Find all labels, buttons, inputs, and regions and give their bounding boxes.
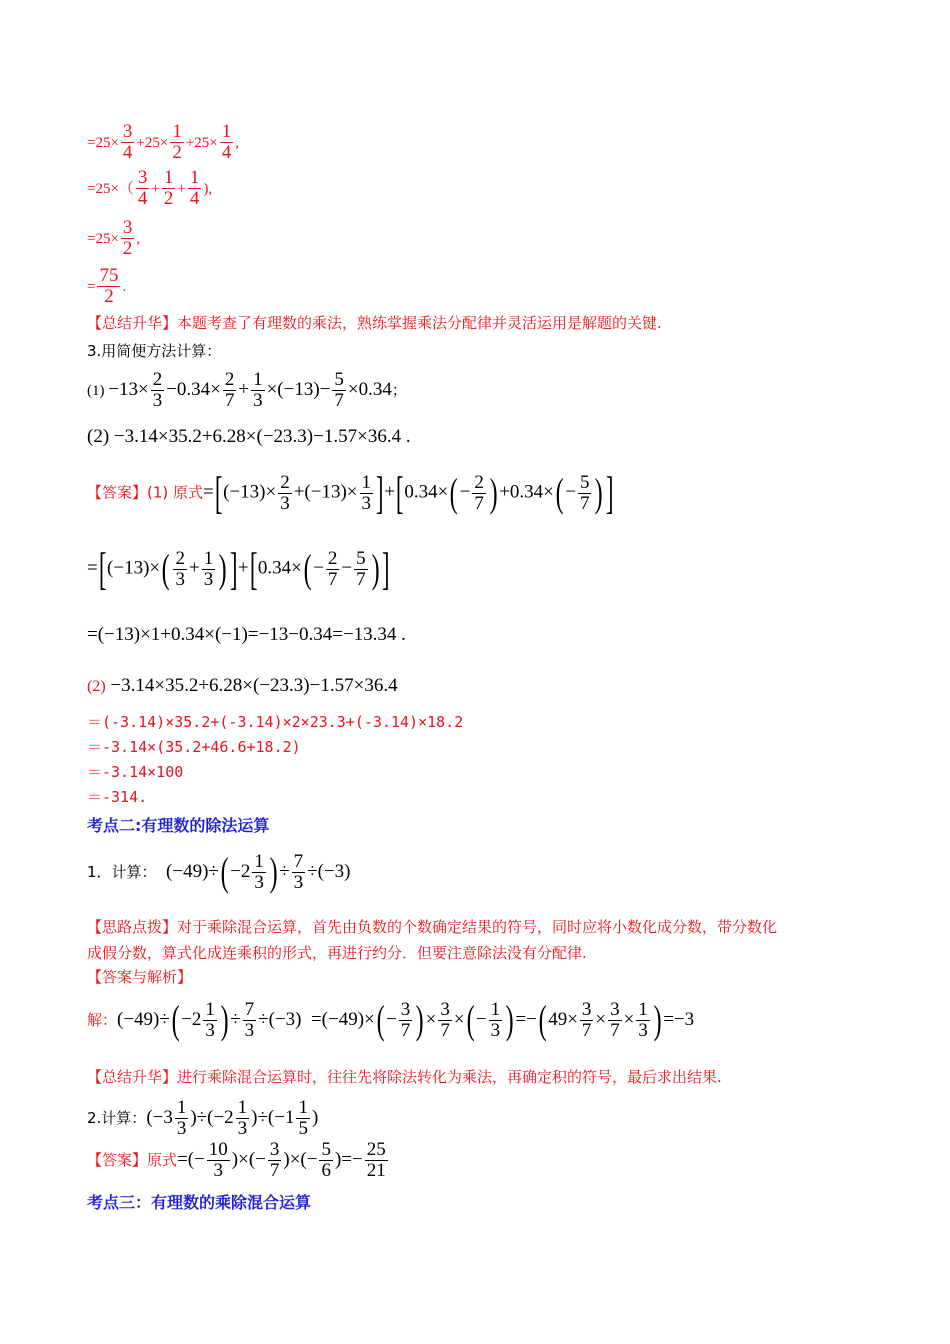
answer-part-2-label: (2): [87, 678, 106, 695]
answer-part-2-step-3: ＝-3.14×100: [87, 763, 184, 781]
answer-part-2-step-1: ＝(-3.14)×35.2+(-3.14)×2×23.3+(-3.14)×18.2: [87, 713, 464, 731]
q3-title: 3.用简便方法计算：: [87, 342, 222, 360]
division-q1-label: 1．计算：: [87, 862, 157, 881]
hint-tag: 【思路点拨】: [87, 918, 178, 936]
line-3: =25× $\frac{3}{2}$ ,: [87, 217, 141, 259]
line-4: = $\frac{75}{2}$ .: [87, 265, 127, 307]
answer-tag: 【答案】: [87, 483, 148, 502]
answer-step-1: 【答案】(1) 原式=[(−13)× $\frac{2}{3}$ +(−13)× $\frac{1}{3}$ ]+[0.34×(− $\frac{2}{7}$ )+0.34×(− $\frac{5}{7}$ )]: [87, 467, 614, 518]
answer-3-prefix: 原式: [147, 1150, 178, 1169]
solution-line: 解：(−49)÷(−2 $\frac{1}{3}$ )÷ $\frac{7}{3}$ ÷(−3) =(−49)×(− $\frac{3}{7}$ )× $\frac{3}{7}$ ×(− $\frac{1}{3}$ )=−(49× $\frac{3}{7}$ × $\frac{3}{7}$ × $\frac{1}{3}$ )=−3: [87, 997, 695, 1043]
hint-line-1: [87, 920, 777, 935]
answer-analysis-tag: 【答案与解析】: [87, 968, 193, 986]
line-2: =25×（ $\frac{3}{4}$ + $\frac{1}{2}$ + $\frac{1}{4}$ ),: [87, 167, 213, 209]
answer-part-2-step-2: ＝-3.14×(35.2+46.6+18.2): [87, 738, 301, 756]
division-q2: 2.计算：(−3 $\frac{1}{3}$ )÷(−2 $\frac{1}{3}$ )÷(−1 $\frac{1}{5}$ ): [87, 1097, 319, 1139]
answer-3-tag: 【答案】: [87, 1150, 148, 1169]
answer-part-2-step-4: ＝-314.: [87, 788, 148, 806]
q3-part-2: (2) −3.14×35.2+6.28×(−23.3)−1.57×36.4 .: [87, 426, 411, 447]
division-q2-answer: 【答案】原式=(− $\frac{10}{3}$ )×(− $\frac{3}{7}$ )×(− $\frac{5}{6}$ )=− $\frac{25}{21}$: [87, 1139, 386, 1181]
summary-1-tag: 【总结升华】: [87, 314, 178, 332]
answer-part1-prefix: (1) 原式: [147, 483, 204, 502]
summary-1-text: 本题考查了有理数的乘法，熟练掌握乘法分配律并灵活运用是解题的关键.: [177, 314, 662, 332]
q3-part-1: (1) −13× $\frac{2}{3}$ −0.34× $\frac{2}{7}$ + $\frac{1}{3}$ ×(−13)− $\frac{5}{7}$ ×0.34；: [87, 369, 407, 411]
line-1: =25× $\frac{3}{4}$ +25× $\frac{1}{2}$ +25× $\frac{1}{4}$ ,: [87, 121, 240, 163]
answer-part-2-expression: −3.14×35.2+6.28×(−23.3)−1.57×36.4: [110, 675, 398, 696]
solution-label: 解：: [87, 1010, 118, 1029]
division-q2-label: 2.计算：: [87, 1108, 147, 1127]
hint-line-2: 成假分数，算式化成连乘积的形式，再进行约分．但要注意除法没有分配律.: [87, 944, 587, 962]
answer-step-3: =(−13)×1+0.34×(−1)=−13−0.34=−13.34 .: [87, 624, 406, 645]
summary-1: [87, 316, 662, 331]
section-2-title: 考点二:有理数的除法运算: [87, 816, 270, 835]
division-q1: 1．计算： (−49)÷(−2 $\frac{1}{3}$ )÷ $\frac{7}{3}$ ÷(−3): [87, 849, 351, 895]
summary-2: [87, 1070, 722, 1085]
hint-text-1: 对于乘除混合运算，首先由负数的个数确定结果的符号，同时应将小数化成分数，带分数化: [177, 918, 778, 936]
section-3-title: 考点三：有理数的乘除混合运算: [87, 1193, 312, 1212]
summary-2-text: 进行乘除混合运算时，往往先将除法转化为乘法，再确定积的符号，最后求出结果.: [177, 1068, 722, 1086]
answer-step-2: =[(−13)×( $\frac{2}{3}$ + $\frac{1}{3}$ )]+[0.34×(− $\frac{2}{7}$ − $\frac{5}{7}$ )]: [87, 543, 390, 594]
answer-part-2-expr: [87, 676, 398, 695]
summary-2-tag: 【总结升华】: [87, 1068, 178, 1086]
